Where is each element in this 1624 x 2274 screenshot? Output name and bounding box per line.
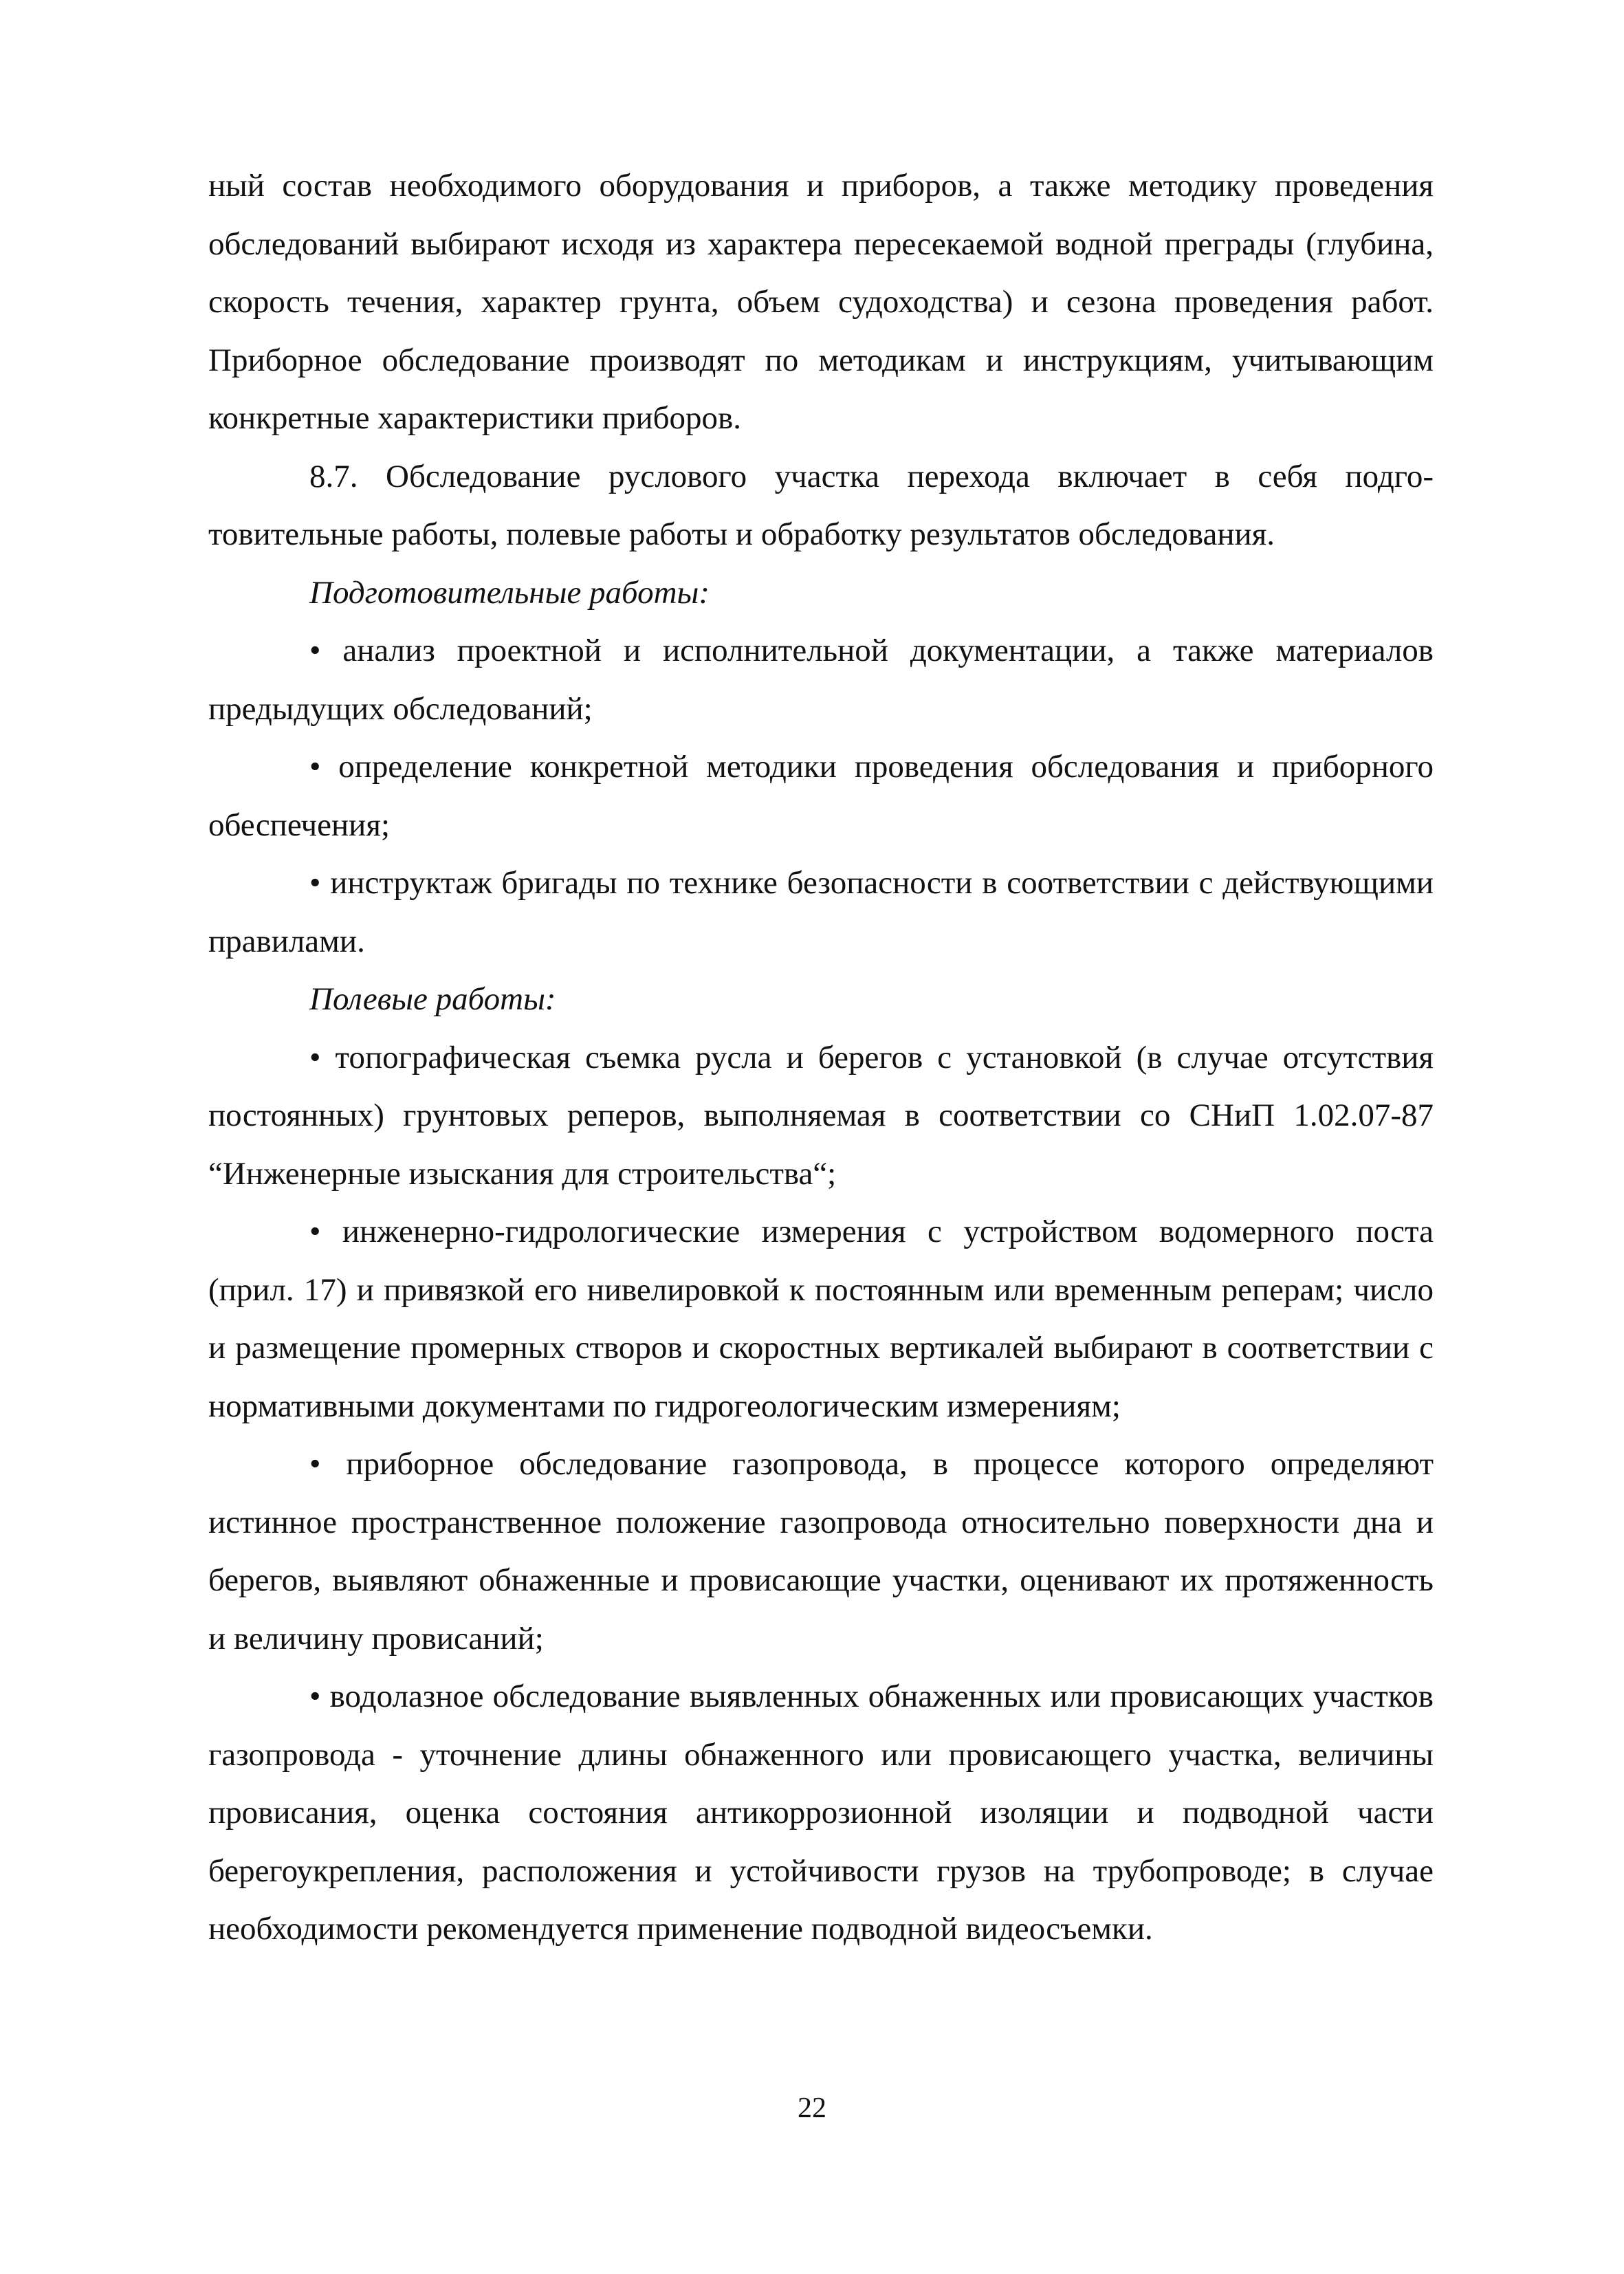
- paragraph-8-7: 8.7. Обследование руслового участка перехода включает в себя подготовительные работы, полевые работы и обработку результатов обследования.: [208, 458, 1434, 552]
- heading-field-works: Полевые работы:: [309, 981, 556, 1017]
- list-item: • приборное обследование газопровода, в процессе которого определяют истинное пространственное положение газопровода относительно поверхности дна и берегов, выявляют обнаженные и провисающие участки, оценивают их протяженность и величину провисаний;: [208, 1446, 1434, 1657]
- list-item: • определение конкретной методики проведения обследования и приборного обеспечения;: [208, 749, 1434, 843]
- list-item: • инженерно-гидрологические измерения с устройством водомерного поста (прил. 17) и привязкой его нивелировкой к постоянным или временным реперам; число и размещение промерных створов и скоростных вертикалей выбирают в соответствии с нормативными документами по гидрогеологическим измерениям;: [208, 1214, 1434, 1424]
- list-item: • топографическая съемка русла и берегов с установкой (в случае отсутствия постоянных) грунтовых реперов, выполняемая в соответствии со СНиП 1.02.07-87 “Инженерные изыскания для строительства“;: [208, 1039, 1434, 1192]
- list-item: • анализ проектной и исполнительной документации, а также материалов предыдущих обследований;: [208, 633, 1434, 727]
- list-item: • водолазное обследование выявленных обнаженных или провисающих участков газопровода - уточнение длины обнаженного или провисающего участка, величины провисания, оценка состояния антикоррозионной изоляции и подводной части берегоукрепления, расположения и устойчивости грузов на трубопроводе; в случае необходимости рекомендуется применение подводной видеосъемки.: [208, 1679, 1434, 1947]
- page-number: 22: [798, 2092, 826, 2124]
- heading-preparatory-works: Подготовительные работы:: [309, 574, 710, 611]
- list-item: • инструктаж бригады по технике безопасности в соответствии с действующими правилами.: [208, 865, 1434, 959]
- page-body: [208, 157, 1434, 1958]
- paragraph-continuation: ный состав необходимого оборудования и приборов, а также методику проведения обследований выбирают исходя из характера пересекаемой водной преграды (глубина, скорость течения, характер грунта, объем судоходства) и сезона проведения работ. Приборное обследование производят по методикам и инструкциям, учитывающим конкретные характеристики приборов.: [208, 168, 1434, 436]
